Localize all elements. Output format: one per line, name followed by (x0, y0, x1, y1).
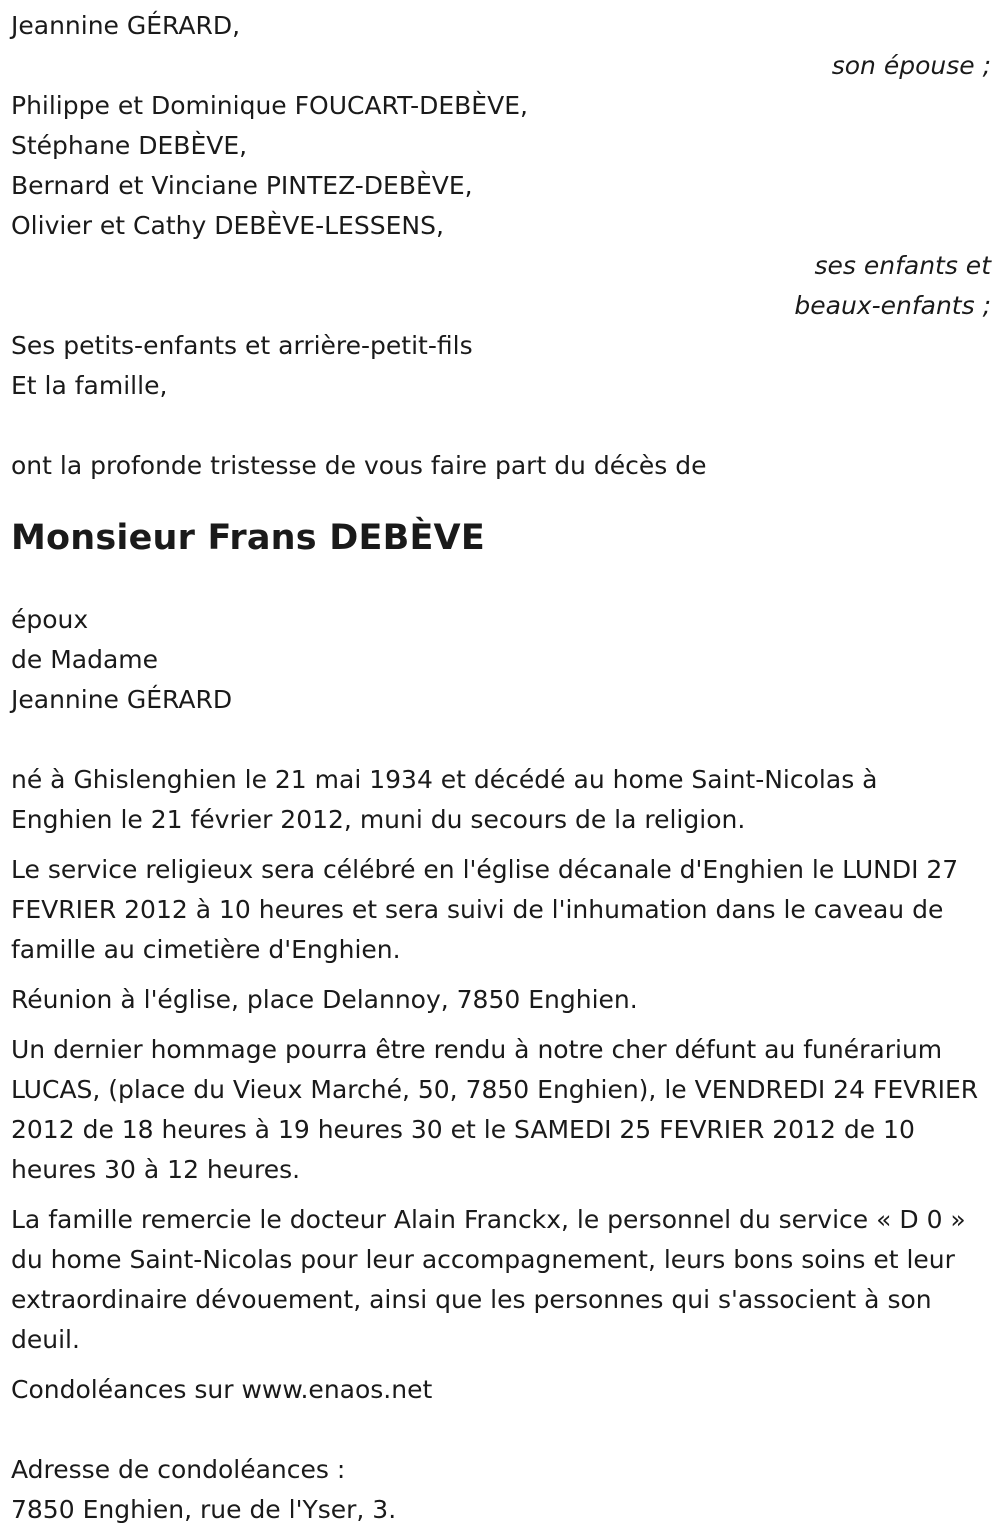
tribute-paragraph: Un dernier hommage pourra être rendu à notre cher défunt au funérarium LUCAS, (place du Vieux Marché, 50, 7850 Enghien), le VENDREDI 24 FEVRIER 2012 de 18 heures à 19 heures 30 et le SAMEDI 25 FEVRIER 2012 de 10 heures 30 à 12 heures. (11, 1035, 979, 1184)
thanks-paragraph: La famille remercie le docteur Alain Franckx, le personnel du service « D 0 » du home Saint-Nicolas pour leur accompagnement, leurs bons soins et leur extraordinaire dévouement, ainsi que les personnes qui s'associent à son deuil. (11, 1205, 966, 1354)
obituary-notice (11, 6, 991, 1530)
meeting-paragraph: Réunion à l'église, place Delannoy, 7850 Enghien. (11, 985, 638, 1014)
child-name: Bernard et Vinciane PINTEZ-DEBÈVE, (11, 171, 473, 200)
address-label: Adresse de condoléances : (11, 1455, 346, 1484)
child-name: Stéphane DEBÈVE, (11, 131, 248, 160)
spouse-name: Jeannine GÉRARD, (11, 11, 241, 40)
spouse-role: son épouse ; (831, 51, 991, 80)
children-role-line1: ses enfants et (814, 251, 991, 280)
service-paragraph: Le service religieux sera célébré en l'église décanale d'Enghien le LUNDI 27 FEVRIER 2012 à 10 heures et sera suivi de l'inhumation dans le caveau de famille au cimetière d'Enghien. (11, 855, 959, 964)
address-value: 7850 Enghien, rue de l'Yser, 3. (11, 1495, 397, 1524)
grandchildren-line: Ses petits-enfants et arrière-petit-fils (11, 331, 473, 360)
spouse-of-line2: de Madame (11, 645, 159, 674)
family-line: Et la famille, (11, 371, 168, 400)
spouse-of-line3: Jeannine GÉRARD (11, 685, 233, 714)
spouse-of-line1: époux (11, 605, 89, 634)
condolences-online: Condoléances sur www.enaos.net (11, 1375, 433, 1404)
child-name: Philippe et Dominique FOUCART-DEBÈVE, (11, 91, 528, 120)
children-role-line2: beaux-enfants ; (794, 291, 991, 320)
child-name: Olivier et Cathy DEBÈVE-LESSENS, (11, 211, 444, 240)
birth-death-paragraph: né à Ghislenghien le 21 mai 1934 et décédé au home Saint-Nicolas à Enghien le 21 février 2012, muni du secours de la religion. (11, 765, 878, 834)
announcement-text: ont la profonde tristesse de vous faire part du décès de (11, 451, 707, 480)
deceased-name: Monsieur Frans DEBÈVE (11, 518, 485, 558)
